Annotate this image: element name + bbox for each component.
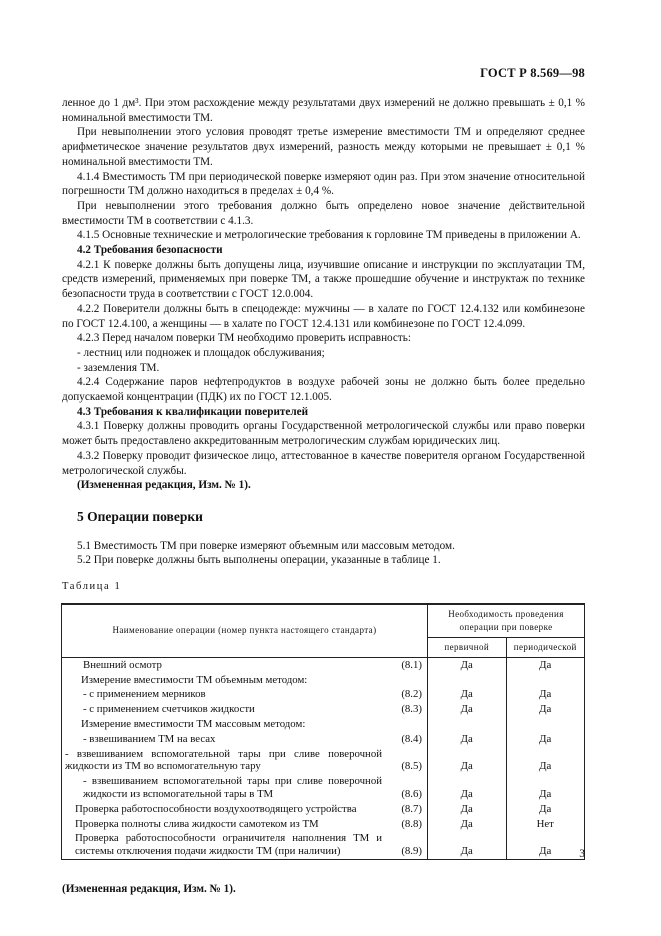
paragraph: 5.2 При поверке должны быть выполнены операции, указанные в таблице 1. [77,554,441,567]
primary-verification-cell: Да [428,657,507,672]
clause-reference: (8.8) [401,817,422,830]
periodic-verification-cell: Да [506,831,585,859]
operation-name: Измерение вместимости ТМ массовым методом: [81,717,306,730]
table-row [62,657,585,672]
operation-name: - с применением мерников [83,688,206,701]
paragraph: 4.2.3 Перед началом поверки ТМ необходимо проверить исправность: [77,332,411,345]
operation-name: - взвешиванием вспомогательной тары при сливе поверочной жидкости из вспомогательной тары в ТМ [83,775,382,800]
table-row [62,702,585,717]
paragraph: При невыполнении этого требования должно быть определено новое значение действительной вместимости ТМ в соответствии с 4.1.3. [62,199,585,227]
periodic-verification-cell: Да [506,774,585,802]
periodic-verification-cell [506,673,585,688]
primary-verification-cell: Да [428,802,507,817]
clause-reference: (8.5) [401,760,422,773]
operation-cell [62,817,428,832]
table-row [62,687,585,702]
clause-reference: (8.3) [401,703,422,716]
table-row [62,774,585,802]
column-header-operation: Наименование операции (номер пункта настоящего стандарта) [62,604,428,658]
primary-verification-cell: Да [428,747,507,775]
page-number: 3 [579,848,585,860]
primary-verification-cell [428,717,507,732]
operation-name: - взвешиванием вспомогательной тары при сливе поверочной жидкости из ТМ во вспомогательную тару [65,747,382,773]
standard-code-header: ГОСТ Р 8.569—98 [480,66,585,80]
table-row [62,673,585,688]
periodic-verification-cell [506,717,585,732]
operation-cell [62,657,428,672]
periodic-verification-cell: Да [506,687,585,702]
primary-verification-cell: Да [428,817,507,832]
subsection-heading: 4.2 Требования безопасности [77,244,223,257]
clause-reference: (8.9) [401,845,422,858]
table-row [62,747,585,775]
periodic-verification-cell: Да [506,747,585,775]
operation-cell [62,732,428,747]
section-heading: 5 Операции поверки [77,508,203,524]
periodic-verification-cell: Да [506,657,585,672]
list-item: - лестниц или подножек и площадок обслуживания; [77,346,325,359]
operation-name: Проверка полноты слива жидкости самотеком из ТМ [75,817,319,830]
operation-name: - с применением счетчиков жидкости [83,703,255,716]
clause-reference: (8.4) [401,732,422,745]
operation-name: Измерение вместимости ТМ объемным методом: [81,673,308,686]
clause-reference [382,674,422,687]
operation-name: Внешний осмотр [83,658,162,671]
subsection-heading: 4.3 Требования к квалификации поверителей [77,405,309,418]
paragraph: 4.1.5 Основные технические и метрологические требования к горловине ТМ приведены в приложении А. [77,229,581,242]
operation-cell [62,831,428,859]
list-item: - заземления ТМ. [77,361,160,374]
periodic-verification-cell: Да [506,802,585,817]
amendment-note: (Измененная редакция, Изм. № 1). [62,882,236,895]
operation-name: - взвешиванием ТМ на весах [83,732,216,745]
column-header-necessity: Необходимость проведения операции при поверке [428,604,585,638]
paragraph: 5.1 Вместимость ТМ при поверке измеряют объемным или массовым методом. [77,539,455,552]
primary-verification-cell: Да [428,774,507,802]
table-row [62,817,585,832]
clause-reference: (8.2) [401,688,422,701]
operation-cell [62,687,428,702]
clause-reference: (8.1) [401,658,422,671]
primary-verification-cell: Да [428,687,507,702]
operation-cell [62,774,428,802]
operation-cell [62,673,428,688]
operation-name: Проверка работоспособности воздухоотводящего устройства [75,802,357,815]
operations-table [61,603,585,860]
periodic-verification-cell: Да [506,702,585,717]
table-row [62,831,585,859]
paragraph: 4.3.1 Поверку должны проводить органы Государственной метрологической службы или право поверки может быть предоставлено аккредитованным метрологическим службам юридических лиц. [62,420,585,448]
periodic-verification-cell: Да [506,732,585,747]
paragraph: 4.1.4 Вместимость ТМ при периодической поверке измеряют один раз. При этом значение относительной погрешности ТМ должно находиться в пределах ± 0,4 %. [62,170,585,198]
table-caption: Таблица 1 [62,581,122,593]
operation-name: Проверка работоспособности ограничителя наполнения ТМ и системы отключения подачи жидкости ТМ (при наличии) [75,832,382,858]
paragraph: 4.2.1 К поверке должны быть допущены лица, изучившие описание и инструкции по эксплуатации ТМ, средств измерений, применяемых при поверке ТМ, а также прошедшие обучение и инструктаж по технике безопасности труда в соответствии с ГОСТ 12.0.004. [62,258,585,301]
table-body [62,657,585,859]
column-header-primary: первичной [428,638,507,657]
primary-verification-cell [428,673,507,688]
operation-cell [62,702,428,717]
primary-verification-cell: Да [428,732,507,747]
paragraph: 4.2.4 Содержание паров нефтепродуктов в воздухе рабочей зоны не должно быть более предельно допускаемой концентрации (ПДК) их по ГОСТ 12.1.005. [62,376,585,404]
amendment-note: (Измененная редакция, Изм. № 1). [77,479,251,492]
operation-cell [62,747,428,775]
table-row [62,717,585,732]
paragraph: При невыполнении этого условия проводят третье измерение вместимости ТМ и определяют среднее арифметическое значение результатов двух измерений, разность между которыми не превышает ± 0,1 % номинальной вместимости ТМ. [62,126,585,168]
table-row [62,732,585,747]
clause-reference: (8.7) [401,802,422,815]
primary-verification-cell: Да [428,831,507,859]
column-header-periodic: периодической [506,638,585,657]
operation-cell [62,802,428,817]
periodic-verification-cell: Нет [506,817,585,832]
paragraph: 4.2.2 Поверители должны быть в спецодежде: мужчины — в халате по ГОСТ 12.4.132 или комбинезоне по ГОСТ 12.4.100, а женщины — в халате по ГОСТ 12.4.131 или комбинезоне по ГОСТ 12.4.099. [62,302,585,330]
paragraph: ленное до 1 дм³. При этом расхождение между результатами двух измерений не должно превышать ± 0,1 % номинальной вместимости ТМ. [62,97,585,124]
paragraph: 4.3.2 Поверку проводит физическое лицо, аттестованное в качестве поверителя органом Государственной метрологической службы. [62,449,585,477]
primary-verification-cell: Да [428,702,507,717]
document-body [62,96,585,897]
clause-reference [382,718,422,731]
operation-cell [62,717,428,732]
clause-reference: (8.6) [401,787,422,800]
table-row [62,802,585,817]
